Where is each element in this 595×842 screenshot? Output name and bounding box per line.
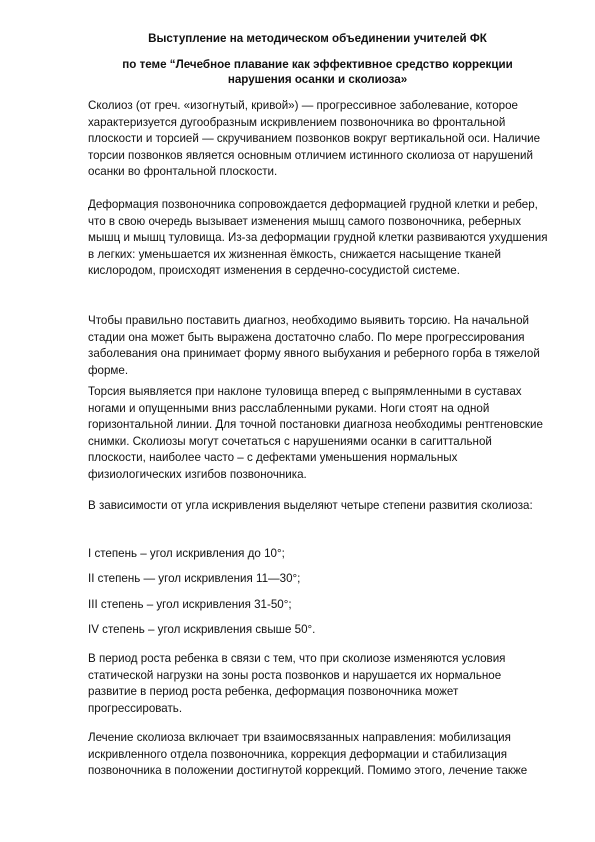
degree-item-1: I степень – угол искривления до 10°; <box>88 547 285 560</box>
document-topic-line-1: по теме “Лечебное плавание как эффективное средство коррекции <box>122 58 513 71</box>
paragraph-growth: В период роста ребенка в связи с тем, что при сколиозе изменяются условия статической нагрузки на зоны роста позвонков и нарушается их нормальное развитие в период роста ребенка, деформация позвоночника может прогрессировать. <box>88 652 506 715</box>
document-topic-line-2: нарушения осанки и сколиоза» <box>227 73 408 86</box>
degree-item-3: III степень – угол искривления 31-50°; <box>88 598 292 611</box>
degree-item-4: IV степень – угол искривления свыше 50°. <box>88 623 316 636</box>
paragraph-treatment: Лечение сколиоза включает три взаимосвязанных направления: мобилизация искривленного отдела позвоночника, коррекция деформации и стабилизация позвоночника в положении достигнутой коррекций. Помимо этого, лечение также <box>88 731 528 778</box>
paragraph-degrees-intro: В зависимости от угла искривления выделяют четыре степени развития сколиоза: <box>88 499 533 512</box>
paragraph-definition: Сколиоз (от греч. «изогнутый, кривой») — прогрессивное заболевание, которое характеризуется дугообразным искривлением позвоночника во фронтальной плоскости и торсией — скручиванием позвонков вокруг вертикальной оси. Наличие торсии позвонков является основным отличием истинного сколиоза от нарушений осанки во фронтальной плоскости. <box>88 99 541 179</box>
document-title: Выступление на методическом объединении учителей ФК <box>148 32 487 45</box>
paragraph-diagnosis: Чтобы правильно поставить диагноз, необходимо выявить торсию. На начальной стадии она может быть выражена достаточно слабо. По мере прогрессирования заболевания она принимает форму явного выбухания и реберного горба в тяжелой форме. <box>88 314 540 377</box>
degree-item-2: II степень — угол искривления 11—30°; <box>88 572 301 585</box>
paragraph-torsion: Торсия выявляется при наклоне туловища вперед с выпрямленными в суставах ногами и опущенными вниз расслабленными руками. Ноги стоят на одной горизонтальной линии. Для точной постановки диагноза необходимы рентгеновские снимки. Сколиозы могут сочетаться с нарушениями осанки в сагиттальной плоскости, наиболее часто – с дефектами уменьшения нормальных физиологических изгибов позвоночника. <box>88 385 543 481</box>
paragraph-deformation: Деформация позвоночника сопровождается деформацией грудной клетки и ребер, что в свою очередь вызывает изменения мышц самого позвоночника, реберных мышц и мышц туловища. Из-за деформации грудной клетки развиваются ухудшения в легких: уменьшается их жизненная ёмкость, снижается насыщение тканей кислородом, происходят изменения в сердечно-сосудистой системе. <box>88 198 548 278</box>
